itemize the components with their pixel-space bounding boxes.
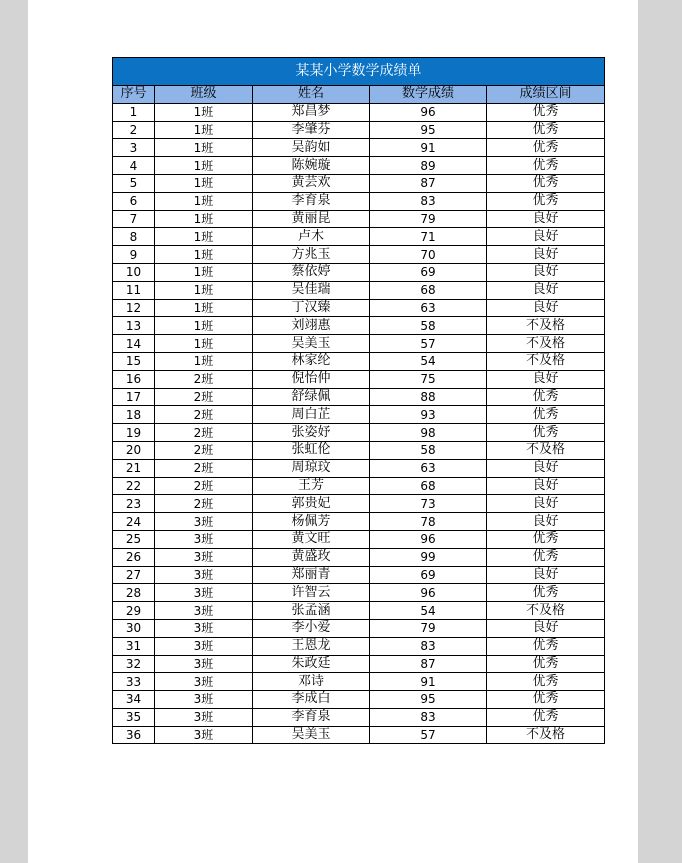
row-index-cell: 21 [113,459,155,477]
band-cell: 良好 [487,513,605,531]
band-cell: 良好 [487,566,605,584]
row-index-cell: 22 [113,477,155,495]
score-cell: 91 [370,139,487,157]
band-cell: 优秀 [487,530,605,548]
class-cell: 1班 [155,317,253,335]
score-cell: 63 [370,299,487,317]
name-cell: 林家纶 [253,352,370,370]
class-cell: 1班 [155,352,253,370]
row-index-cell: 24 [113,513,155,531]
row-index-cell: 13 [113,317,155,335]
name-cell: 周琼玟 [253,459,370,477]
table-row [113,370,605,388]
band-cell: 不及格 [487,726,605,744]
score-cell: 96 [370,584,487,602]
score-cell: 89 [370,157,487,175]
band-cell: 良好 [487,210,605,228]
table-row [113,459,605,477]
class-cell: 3班 [155,726,253,744]
band-cell: 不及格 [487,335,605,353]
document-page [28,0,638,863]
score-cell: 79 [370,210,487,228]
name-cell: 郑丽青 [253,566,370,584]
class-cell: 3班 [155,619,253,637]
name-cell: 李肇芬 [253,121,370,139]
table-row [113,708,605,726]
table-row [113,495,605,513]
header-index: 序号 [113,86,155,104]
row-index-cell: 26 [113,548,155,566]
name-cell: 刘翊惠 [253,317,370,335]
name-cell: 郑昌梦 [253,103,370,121]
score-cell: 87 [370,174,487,192]
band-cell: 优秀 [487,121,605,139]
score-cell: 58 [370,317,487,335]
band-cell: 良好 [487,299,605,317]
row-index-cell: 16 [113,370,155,388]
header-band: 成绩区间 [487,86,605,104]
name-cell: 黄芸欢 [253,174,370,192]
table-row [113,673,605,691]
class-cell: 1班 [155,263,253,281]
name-cell: 许智云 [253,584,370,602]
table-row [113,192,605,210]
table-row [113,637,605,655]
name-cell: 黄盛玫 [253,548,370,566]
row-index-cell: 32 [113,655,155,673]
score-table [112,57,605,744]
score-cell: 73 [370,495,487,513]
class-cell: 2班 [155,388,253,406]
class-cell: 2班 [155,406,253,424]
score-cell: 75 [370,370,487,388]
row-index-cell: 9 [113,246,155,264]
row-index-cell: 31 [113,637,155,655]
table-row [113,335,605,353]
name-cell: 邓诗 [253,673,370,691]
header-row [113,86,605,104]
score-cell: 54 [370,352,487,370]
table-row [113,619,605,637]
band-cell: 优秀 [487,708,605,726]
name-cell: 丁汉臻 [253,299,370,317]
class-cell: 3班 [155,691,253,709]
row-index-cell: 4 [113,157,155,175]
name-cell: 张虹伦 [253,441,370,459]
table-row [113,139,605,157]
band-cell: 优秀 [487,548,605,566]
band-cell: 不及格 [487,441,605,459]
table-row [113,548,605,566]
score-cell: 68 [370,281,487,299]
band-cell: 优秀 [487,174,605,192]
class-cell: 1班 [155,157,253,175]
class-cell: 1班 [155,121,253,139]
row-index-cell: 17 [113,388,155,406]
row-index-cell: 28 [113,584,155,602]
band-cell: 不及格 [487,602,605,620]
score-cell: 71 [370,228,487,246]
band-cell: 不及格 [487,352,605,370]
row-index-cell: 30 [113,619,155,637]
header-class: 班级 [155,86,253,104]
score-cell: 69 [370,566,487,584]
class-cell: 1班 [155,335,253,353]
class-cell: 1班 [155,103,253,121]
class-cell: 3班 [155,584,253,602]
name-cell: 张姿妤 [253,424,370,442]
class-cell: 3班 [155,637,253,655]
name-cell: 吴佳瑞 [253,281,370,299]
table-row [113,477,605,495]
class-cell: 3班 [155,673,253,691]
name-cell: 蔡依婷 [253,263,370,281]
score-cell: 95 [370,121,487,139]
table-row [113,691,605,709]
band-cell: 良好 [487,619,605,637]
class-cell: 3班 [155,530,253,548]
class-cell: 3班 [155,566,253,584]
band-cell: 良好 [487,281,605,299]
name-cell: 卢木 [253,228,370,246]
table-row [113,388,605,406]
score-cell: 91 [370,673,487,691]
row-index-cell: 18 [113,406,155,424]
table-row [113,406,605,424]
band-cell: 良好 [487,263,605,281]
class-cell: 2班 [155,495,253,513]
score-cell: 79 [370,619,487,637]
row-index-cell: 20 [113,441,155,459]
band-cell: 良好 [487,246,605,264]
table-row [113,317,605,335]
class-cell: 1班 [155,246,253,264]
row-index-cell: 23 [113,495,155,513]
name-cell: 郭贵妃 [253,495,370,513]
table-row [113,281,605,299]
band-cell: 良好 [487,495,605,513]
score-cell: 63 [370,459,487,477]
row-index-cell: 34 [113,691,155,709]
table-row [113,530,605,548]
row-index-cell: 10 [113,263,155,281]
band-cell: 优秀 [487,691,605,709]
table-row [113,424,605,442]
name-cell: 黄丽昆 [253,210,370,228]
row-index-cell: 5 [113,174,155,192]
class-cell: 1班 [155,139,253,157]
row-index-cell: 3 [113,139,155,157]
class-cell: 1班 [155,174,253,192]
table-row [113,103,605,121]
row-index-cell: 8 [113,228,155,246]
table-body [113,103,605,744]
class-cell: 2班 [155,459,253,477]
name-cell: 周白芷 [253,406,370,424]
band-cell: 优秀 [487,424,605,442]
row-index-cell: 12 [113,299,155,317]
band-cell: 优秀 [487,157,605,175]
class-cell: 3班 [155,513,253,531]
class-cell: 2班 [155,441,253,459]
band-cell: 优秀 [487,673,605,691]
band-cell: 优秀 [487,655,605,673]
class-cell: 2班 [155,477,253,495]
score-cell: 95 [370,691,487,709]
name-cell: 舒绿佩 [253,388,370,406]
table-row [113,210,605,228]
row-index-cell: 35 [113,708,155,726]
name-cell: 黄文旺 [253,530,370,548]
score-cell: 57 [370,335,487,353]
table-row [113,228,605,246]
row-index-cell: 27 [113,566,155,584]
score-cell: 87 [370,655,487,673]
class-cell: 1班 [155,299,253,317]
score-cell: 83 [370,708,487,726]
score-cell: 96 [370,103,487,121]
score-cell: 57 [370,726,487,744]
name-cell: 李育泉 [253,708,370,726]
class-cell: 2班 [155,424,253,442]
row-index-cell: 36 [113,726,155,744]
band-cell: 不及格 [487,317,605,335]
table-title: 某某小学数学成绩单 [113,58,605,86]
band-cell: 优秀 [487,139,605,157]
name-cell: 朱政廷 [253,655,370,673]
class-cell: 1班 [155,210,253,228]
table-row [113,566,605,584]
score-cell: 93 [370,406,487,424]
score-cell: 68 [370,477,487,495]
score-cell: 96 [370,530,487,548]
score-cell: 99 [370,548,487,566]
band-cell: 优秀 [487,406,605,424]
band-cell: 优秀 [487,584,605,602]
table-row [113,246,605,264]
row-index-cell: 14 [113,335,155,353]
name-cell: 陈婉璇 [253,157,370,175]
name-cell: 张孟涵 [253,602,370,620]
band-cell: 优秀 [487,192,605,210]
score-cell: 83 [370,192,487,210]
name-cell: 李小爱 [253,619,370,637]
class-cell: 3班 [155,602,253,620]
title-row [113,58,605,86]
class-cell: 2班 [155,370,253,388]
score-cell: 83 [370,637,487,655]
table-row [113,174,605,192]
class-cell: 1班 [155,228,253,246]
row-index-cell: 25 [113,530,155,548]
table-row [113,441,605,459]
table-row [113,602,605,620]
score-cell: 88 [370,388,487,406]
table-row [113,513,605,531]
class-cell: 3班 [155,548,253,566]
row-index-cell: 29 [113,602,155,620]
score-cell: 78 [370,513,487,531]
class-cell: 3班 [155,655,253,673]
band-cell: 优秀 [487,637,605,655]
name-cell: 王芳 [253,477,370,495]
row-index-cell: 15 [113,352,155,370]
row-index-cell: 11 [113,281,155,299]
header-score: 数学成绩 [370,86,487,104]
band-cell: 良好 [487,459,605,477]
table-row [113,655,605,673]
score-cell: 54 [370,602,487,620]
band-cell: 良好 [487,477,605,495]
score-cell: 70 [370,246,487,264]
name-cell: 吴韵如 [253,139,370,157]
band-cell: 良好 [487,370,605,388]
header-name: 姓名 [253,86,370,104]
band-cell: 优秀 [487,103,605,121]
name-cell: 王恩龙 [253,637,370,655]
class-cell: 1班 [155,192,253,210]
band-cell: 优秀 [487,388,605,406]
row-index-cell: 1 [113,103,155,121]
table-row [113,352,605,370]
score-cell: 69 [370,263,487,281]
score-cell: 58 [370,441,487,459]
name-cell: 吴美玉 [253,335,370,353]
name-cell: 吴美玉 [253,726,370,744]
class-cell: 3班 [155,708,253,726]
table-row [113,726,605,744]
table-row [113,263,605,281]
row-index-cell: 33 [113,673,155,691]
row-index-cell: 19 [113,424,155,442]
table-row [113,584,605,602]
class-cell: 1班 [155,281,253,299]
table-row [113,299,605,317]
name-cell: 李育泉 [253,192,370,210]
name-cell: 杨佩芳 [253,513,370,531]
name-cell: 倪怡仲 [253,370,370,388]
table-row [113,121,605,139]
name-cell: 方兆玉 [253,246,370,264]
row-index-cell: 6 [113,192,155,210]
table-row [113,157,605,175]
score-cell: 98 [370,424,487,442]
band-cell: 良好 [487,228,605,246]
name-cell: 李成白 [253,691,370,709]
row-index-cell: 7 [113,210,155,228]
row-index-cell: 2 [113,121,155,139]
